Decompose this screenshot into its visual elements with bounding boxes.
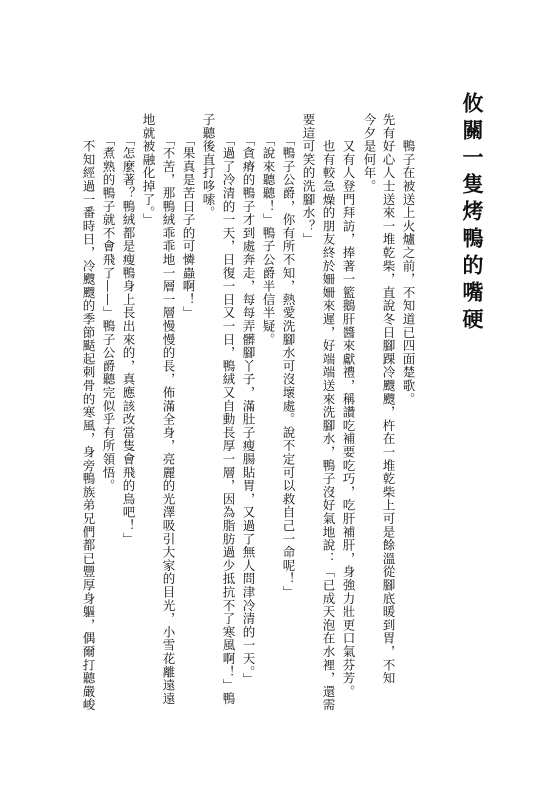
chapter-title: 攸關一隻烤鴨的嘴硬 (460, 92, 485, 335)
text-column: 今夕是何年。 (362, 113, 377, 193)
text-column: 先有好心人士送來一堆乾柴，直說冬日腳踝冷颼颼，杵在一堆乾柴上可是餘溫從腳底暖到胃，不知 (381, 113, 396, 685)
text-column: 鴨子在被送上火爐之前，不知道已四面楚歌。 (401, 113, 416, 406)
text-column: 「鴨子公爵，你有所不知，熱愛洗腳水可沒壞處。說不定可以救自己一命呢！」 (281, 113, 296, 599)
text-column: 要這可笑的洗腳水？」 (301, 113, 316, 246)
text-column: 「說來聽聽！」鴨子公爵半信半疑。 (261, 113, 276, 347)
text-column: 又有人登門拜訪，捧著一籃鵝肝醬來獻禮，稱讚吃補要吃巧，吃肝補肝，身強力壯更口氣芬芳。 (341, 113, 356, 699)
text-column: 「怎麼著？鴨絨都是瘦鴨身上長出來的，真應該改當隻會飛的鳥吧！」 (121, 113, 136, 546)
text-column: 子聽後直打哆嗦。 (201, 113, 216, 220)
text-column: 也有較急燥的朋友終於姍姍來遲，好端端送來洗腳水，鴨子沒好氣地說：「已成天泡在水裡，還需 (321, 113, 336, 712)
text-column: 「貪瘠的鴨子才到處奔走，每每弄髒腳丫子，滿肚子瘦腸貼胃，又過了無人問津冷清的一天。」 (241, 113, 256, 686)
text-column: 地就被融化掉了。」 (141, 113, 156, 227)
text-column: 「果真是苦日子的可憐蟲啊！」 (181, 113, 196, 320)
text-column: 「過了冷清的一天，日復一日又一日，鴨絨又自動長厚一層，因為脂肪過少抵抗不了寒風啊！」鴨 (221, 113, 236, 706)
text-column: 「煮熟的鴨子就不會飛了——」鴨子公爵聽完似乎有所領悟。 (101, 113, 116, 493)
text-column: 「不苦，那鴨絨乖乖地一層一層慢慢的長，佈滿全身，亮麗的光澤吸引大家的目光，小雪花離遠遠 (161, 113, 176, 706)
text-column: 不知經過一番時日，冷颼颼的季節颳起刺骨的寒風，身旁鴨族弟兄們都已豐厚身軀，偶爾打聽嚴峻 (81, 113, 96, 712)
